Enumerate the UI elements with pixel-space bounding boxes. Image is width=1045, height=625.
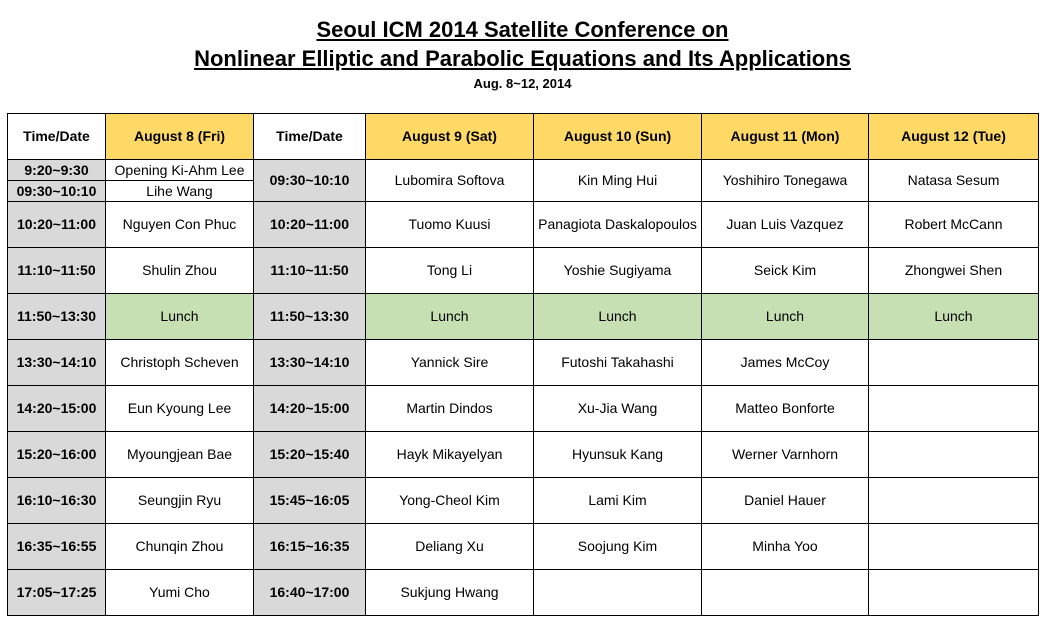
time-cell: 10:20~11:00 (8, 202, 106, 248)
conference-title-line1: Seoul ICM 2014 Satellite Conference on (316, 17, 729, 42)
time-cell: 09:30~10:10 (254, 160, 366, 202)
talk-cell: Yoshie Sugiyama (534, 248, 702, 294)
time-cell: 13:30~14:10 (254, 340, 366, 386)
talk-cell: Yumi Cho (106, 570, 254, 616)
lunch-row (8, 294, 1039, 340)
schedule-table (7, 113, 1039, 616)
header-row (8, 114, 1039, 160)
time-cell: 14:20~15:00 (254, 386, 366, 432)
talk-cell: Hyunsuk Kang (534, 432, 702, 478)
talk-cell: Seungjin Ryu (106, 478, 254, 524)
time-cell: 15:20~15:40 (254, 432, 366, 478)
table-row (8, 432, 1039, 478)
talk-cell: Lihe Wang (106, 181, 254, 202)
time-cell: 15:45~16:05 (254, 478, 366, 524)
talk-cell: Lubomira Softova (366, 160, 534, 202)
talk-cell: Sukjung Hwang (366, 570, 534, 616)
talk-cell: Juan Luis Vazquez (702, 202, 869, 248)
talk-cell: Chunqin Zhou (106, 524, 254, 570)
time-cell: 16:15~16:35 (254, 524, 366, 570)
time-cell: 11:10~11:50 (8, 248, 106, 294)
talk-cell (869, 432, 1039, 478)
talk-cell: Myoungjean Bae (106, 432, 254, 478)
table-row (8, 524, 1039, 570)
time-cell: 10:20~11:00 (254, 202, 366, 248)
time-cell: 17:05~17:25 (8, 570, 106, 616)
talk-cell: Yong-Cheol Kim (366, 478, 534, 524)
conference-dates: Aug. 8~12, 2014 (473, 76, 572, 91)
talk-cell (869, 340, 1039, 386)
time-cell: 14:20~15:00 (8, 386, 106, 432)
time-cell: 9:20~9:30 (8, 160, 106, 181)
talk-cell: Natasa Sesum (869, 160, 1039, 202)
time-cell: 13:30~14:10 (8, 340, 106, 386)
header-aug12: August 12 (Tue) (869, 114, 1039, 160)
talk-cell: Nguyen Con Phuc (106, 202, 254, 248)
lunch-cell: Lunch (869, 294, 1039, 340)
talk-cell: Werner Varnhorn (702, 432, 869, 478)
talk-cell: Martin Dindos (366, 386, 534, 432)
talk-cell (534, 570, 702, 616)
talk-cell: Robert McCann (869, 202, 1039, 248)
talk-cell (869, 524, 1039, 570)
talk-cell (869, 386, 1039, 432)
talk-cell: Daniel Hauer (702, 478, 869, 524)
time-cell: 15:20~16:00 (8, 432, 106, 478)
lunch-cell: Lunch (534, 294, 702, 340)
time-cell: 16:10~16:30 (8, 478, 106, 524)
time-cell: 16:40~17:00 (254, 570, 366, 616)
talk-cell (869, 570, 1039, 616)
talk-cell (869, 478, 1039, 524)
conference-title-line2: Nonlinear Elliptic and Parabolic Equations and Its Applications (194, 46, 851, 71)
table-row (8, 340, 1039, 386)
table-row (8, 570, 1039, 616)
talk-cell: Tong Li (366, 248, 534, 294)
header-aug9: August 9 (Sat) (366, 114, 534, 160)
table-row (8, 478, 1039, 524)
lunch-cell: Lunch (106, 294, 254, 340)
table-row (8, 202, 1039, 248)
talk-cell: Seick Kim (702, 248, 869, 294)
talk-cell: Yoshihiro Tonegawa (702, 160, 869, 202)
talk-cell: Lami Kim (534, 478, 702, 524)
lunch-cell: Lunch (366, 294, 534, 340)
talk-cell: Matteo Bonforte (702, 386, 869, 432)
talk-cell: Futoshi Takahashi (534, 340, 702, 386)
lunch-cell: Lunch (702, 294, 869, 340)
table-row (8, 248, 1039, 294)
time-cell: 11:50~13:30 (8, 294, 106, 340)
talk-cell: Shulin Zhou (106, 248, 254, 294)
header-time-left: Time/Date (8, 114, 106, 160)
header-aug10: August 10 (Sun) (534, 114, 702, 160)
talk-cell: Tuomo Kuusi (366, 202, 534, 248)
time-cell: 11:10~11:50 (254, 248, 366, 294)
time-cell: 11:50~13:30 (254, 294, 366, 340)
talk-cell: Minha Yoo (702, 524, 869, 570)
talk-cell: Deliang Xu (366, 524, 534, 570)
talk-cell: Zhongwei Shen (869, 248, 1039, 294)
talk-cell (702, 570, 869, 616)
time-cell: 09:30~10:10 (8, 181, 106, 202)
talk-cell: Opening Ki-Ahm Lee (106, 160, 254, 181)
talk-cell: Christoph Scheven (106, 340, 254, 386)
talk-cell: Xu-Jia Wang (534, 386, 702, 432)
time-cell: 16:35~16:55 (8, 524, 106, 570)
header-aug8: August 8 (Fri) (106, 114, 254, 160)
talk-cell: Yannick Sire (366, 340, 534, 386)
talk-cell: Hayk Mikayelyan (366, 432, 534, 478)
talk-cell: Kin Ming Hui (534, 160, 702, 202)
table-row (8, 160, 1039, 181)
header-aug11: August 11 (Mon) (702, 114, 869, 160)
talk-cell: James McCoy (702, 340, 869, 386)
talk-cell: Eun Kyoung Lee (106, 386, 254, 432)
header-time-right: Time/Date (254, 114, 366, 160)
talk-cell: Soojung Kim (534, 524, 702, 570)
talk-cell: Panagiota Daskalopoulos (534, 202, 702, 248)
table-row (8, 386, 1039, 432)
